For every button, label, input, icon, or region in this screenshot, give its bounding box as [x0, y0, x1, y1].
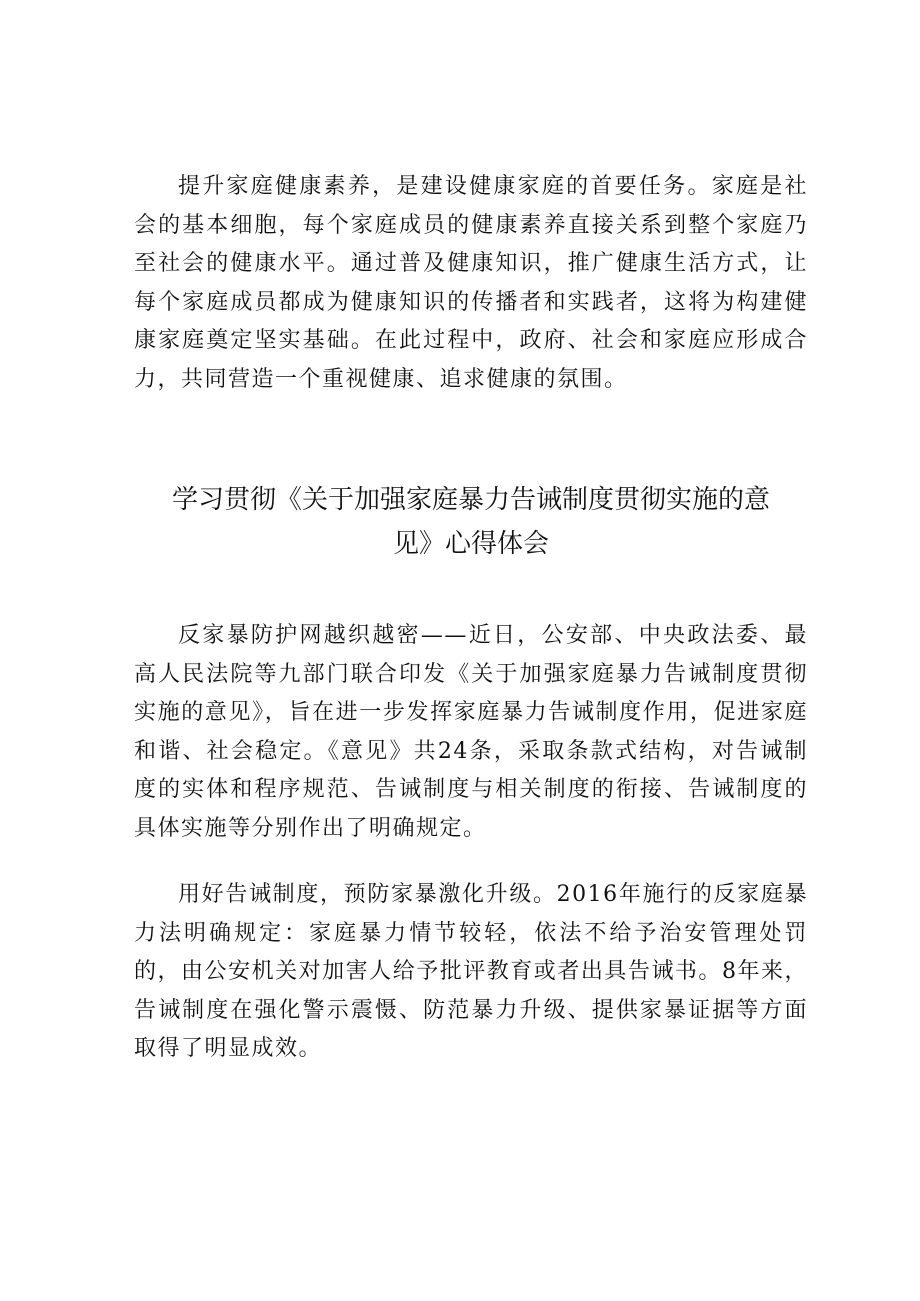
intro-paragraph: 提升家庭健康素养，是建设健康家庭的首要任务。家庭是社会的基本细胞，每个家庭成员的健康素养直接关系到整个家庭乃至社会的健康水平。通过普及健康知识，推广健康生活方式，让每个家庭成员都成为健康知识的传播者和实践者，这将为构建健康家庭奠定坚实基础。在此过程中，政府、社会和家庭应形成合力，共同营造一个重视健康、追求健康的氛围。: [134, 174, 808, 392]
title-line-1: 学习贯彻《关于加强家庭暴力告诫制度贯彻实施的意: [171, 485, 770, 515]
body-paragraph-1: 反家暴防护网越织越密——近日，公安部、中央政法委、最高人民法院等九部门联合印发《关于加强家庭暴力告诫制度贯彻实施的意见》，旨在进一步发挥家庭暴力告诫制度作用，促进家庭和谐、社会稳定。《意见》共24条，采取条款式结构，对告诫制度的实体和程序规范、告诫制度与相关制度的衔接、告诫制度的具体实施等分别作出了明确规定。: [134, 623, 808, 841]
title-line-2: 见》心得体会: [392, 529, 549, 559]
document-title: [134, 478, 808, 566]
body-paragraph-2: 用好告诫制度，预防家暴激化升级。2016年施行的反家庭暴力法明确规定：家庭暴力情节较轻，依法不给予治安管理处罚的，由公安机关对加害人给予批评教育或者出具告诫书。8年来，告诫制度在强化警示震慑、防范暴力升级、提供家暴证据等方面取得了明显成效。: [134, 882, 808, 1061]
